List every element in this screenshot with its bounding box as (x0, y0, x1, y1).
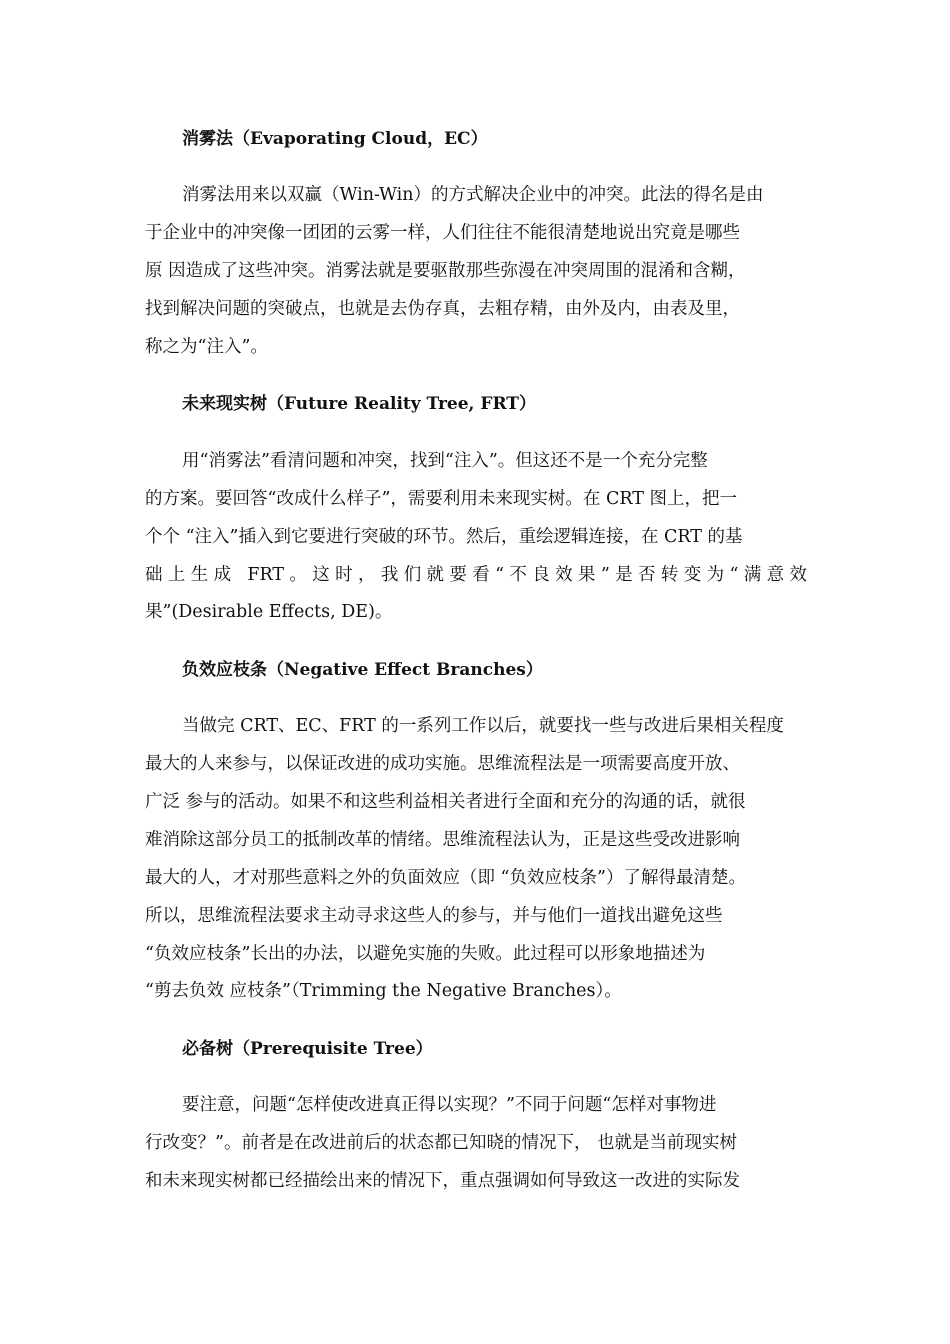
paragraph-line: 和未来现实树都已经描绘出来的情况下，重点强调如何导致这一改进的实际发 (145, 1171, 740, 1191)
paragraph-line: “剪去负效 应枝条”（Trimming the Negative Branches）。 (145, 981, 622, 1001)
paragraph-line: 础上生成 FRT。这时，我们就要看“不良效果”是否转变为“满意效 (145, 565, 807, 585)
paragraph-line: 要注意，问题“怎样使改进真正得以实现？”不同于问题“怎样对事物进 (182, 1095, 717, 1115)
paragraph-line: 行改变？”。前者是在改进前后的状态都已知晓的情况下， 也就是当前现实树 (145, 1133, 738, 1153)
paragraph-line: 最大的人来参与，以保证改进的成功实施。思维流程法是一项需要高度开放、 (145, 754, 740, 774)
paragraph-line: 最大的人，才对那些意料之外的负面效应（即 “负效应枝条”）了解得最清楚。 (145, 868, 746, 888)
paragraph-line: 广泛 参与的活动。如果不和这些利益相关者进行全面和充分的沟通的话，就很 (145, 792, 746, 812)
section-heading-frt: 未来现实树（Future Reality Tree, FRT） (182, 394, 536, 414)
paragraph-line: 当做完 CRT、EC、FRT 的一系列工作以后，就要找一些与改进后果相关程度 (182, 716, 784, 736)
paragraph-line: 所以，思维流程法要求主动寻求这些人的参与，并与他们一道找出避免这些 (145, 906, 723, 926)
section-heading-prerequisite-tree: 必备树（Prerequisite Tree） (182, 1039, 433, 1059)
paragraph-line: “负效应枝条”长出的办法，以避免实施的失败。此过程可以形象地描述为 (145, 944, 706, 964)
section-heading-negative-branches: 负效应枝条（Negative Effect Branches） (182, 660, 543, 680)
paragraph-line: 称之为“注入”。 (145, 337, 268, 357)
paragraph-line: 原 因造成了这些冲突。消雾法就是要驱散那些弥漫在冲突周围的混淆和含糊， (145, 261, 746, 281)
paragraph-line: 个个 “注入”插入到它要进行突破的环节。然后，重绘逻辑连接，在 CRT 的基 (145, 527, 743, 547)
paragraph-line: 用“消雾法”看清问题和冲突，找到“注入”。但这还不是一个充分完整 (182, 451, 708, 471)
paragraph-line: 于企业中的冲突像一团团的云雾一样，人们往往不能很清楚地说出究竟是哪些 (145, 223, 740, 243)
paragraph-line: 难消除这部分员工的抵制改革的情绪。思维流程法认为，正是这些受改进影响 (145, 830, 740, 850)
paragraph-line: 的方案。要回答“改成什么样子”，需要利用未来现实树。在 CRT 图上，把一 (145, 489, 737, 509)
section-heading-ec: 消雾法（Evaporating Cloud，EC） (182, 129, 488, 149)
paragraph-line: 消雾法用来以双赢（Win-Win）的方式解决企业中的冲突。此法的得名是由 (182, 185, 764, 205)
paragraph-line: 果”(Desirable Effects, DE)。 (145, 602, 393, 622)
paragraph-line: 找到解决问题的突破点，也就是去伪存真，去粗存精，由外及内，由表及里， (145, 299, 740, 319)
